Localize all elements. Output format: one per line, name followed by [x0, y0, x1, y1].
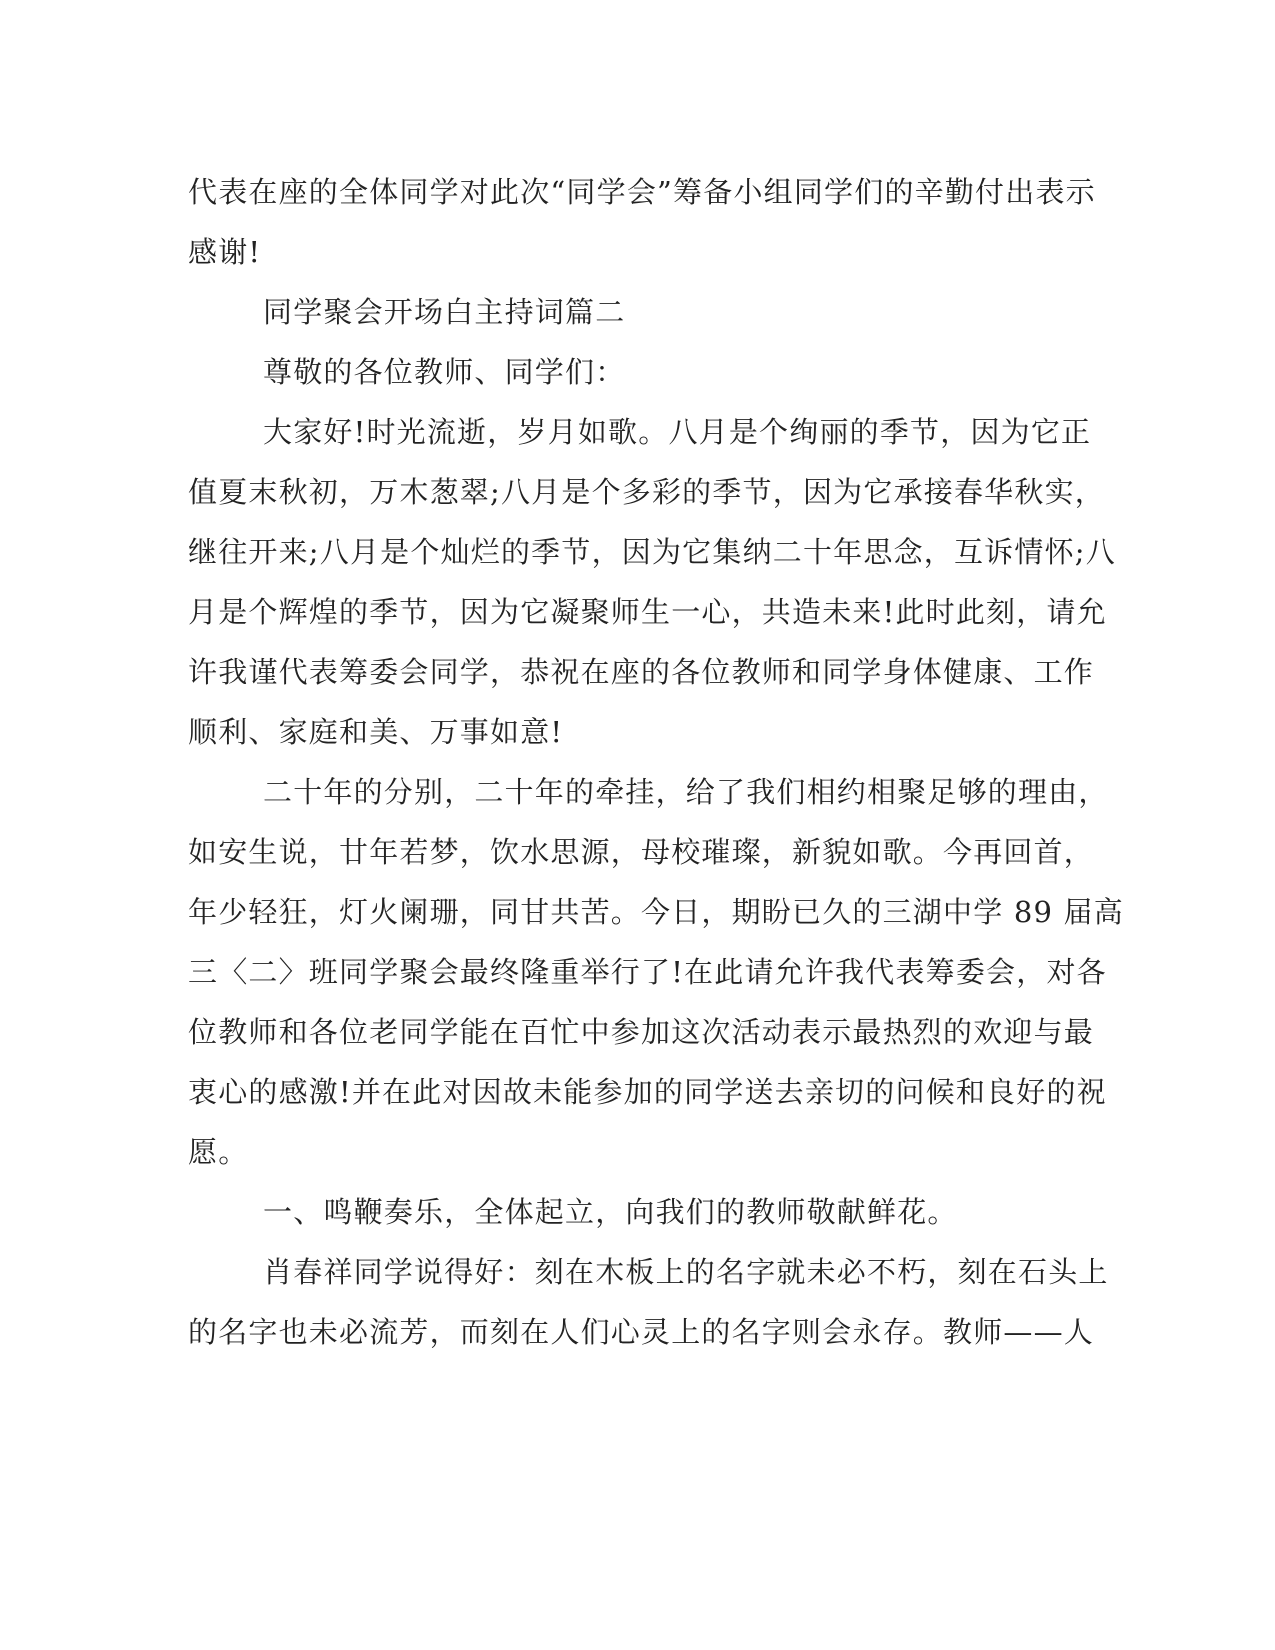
text-line: 年少轻狂，灯火阑珊，同甘共苦。今日，期盼已久的三湖中学 89 届高 — [188, 895, 1124, 929]
text-line: 肖春祥同学说得好：刻在木板上的名字就未必不朽，刻在石头上 — [263, 1255, 1109, 1289]
text-line: 顺利、家庭和美、万事如意! — [188, 715, 564, 749]
text-line: 的名字也未必流芳，而刻在人们心灵上的名字则会永存。教师——人 — [188, 1315, 1095, 1349]
text-line: 许我谨代表筹委会同学，恭祝在座的各位教师和同学身体健康、工作 — [188, 655, 1095, 689]
salutation: 尊敬的各位教师、同学们： — [263, 355, 626, 389]
text-line: 感谢! — [188, 235, 262, 269]
text-line: 大家好!时光流逝，岁月如歌。八月是个绚丽的季节，因为它正 — [263, 415, 1092, 449]
text-line: 二十年的分别，二十年的牵挂，给了我们相约相聚足够的理由， — [263, 775, 1109, 809]
text-line: 衷心的感激!并在此对因故未能参加的同学送去亲切的问候和良好的祝 — [188, 1075, 1107, 1109]
section-heading: 同学聚会开场白主持词篇二 — [263, 295, 626, 329]
text-line: 如安生说，廿年若梦，饮水思源，母校璀璨，新貌如歌。今再回首， — [188, 835, 1095, 869]
text-line: 代表在座的全体同学对此次“同学会”筹备小组同学们的辛勤付出表示 — [188, 175, 1096, 209]
text-line: 一、鸣鞭奏乐，全体起立，向我们的教师敬献鲜花。 — [263, 1195, 958, 1229]
document-body — [188, 162, 1124, 1362]
text-line: 月是个辉煌的季节，因为它凝聚师生一心，共造未来!此时此刻，请允 — [188, 595, 1107, 629]
text-line: 愿。 — [188, 1135, 249, 1169]
text-line: 值夏末秋初，万木葱翠;八月是个多彩的季节，因为它承接春华秋实， — [188, 475, 1105, 509]
text-line: 继往开来;八月是个灿烂的季节，因为它集纳二十年思念，互诉情怀;八 — [188, 535, 1116, 569]
text-line: 位教师和各位老同学能在百忙中参加这次活动表示最热烈的欢迎与最 — [188, 1015, 1095, 1049]
text-line: 三〈二〉班同学聚会最终隆重举行了!在此请允许我代表筹委会，对各 — [188, 955, 1107, 989]
